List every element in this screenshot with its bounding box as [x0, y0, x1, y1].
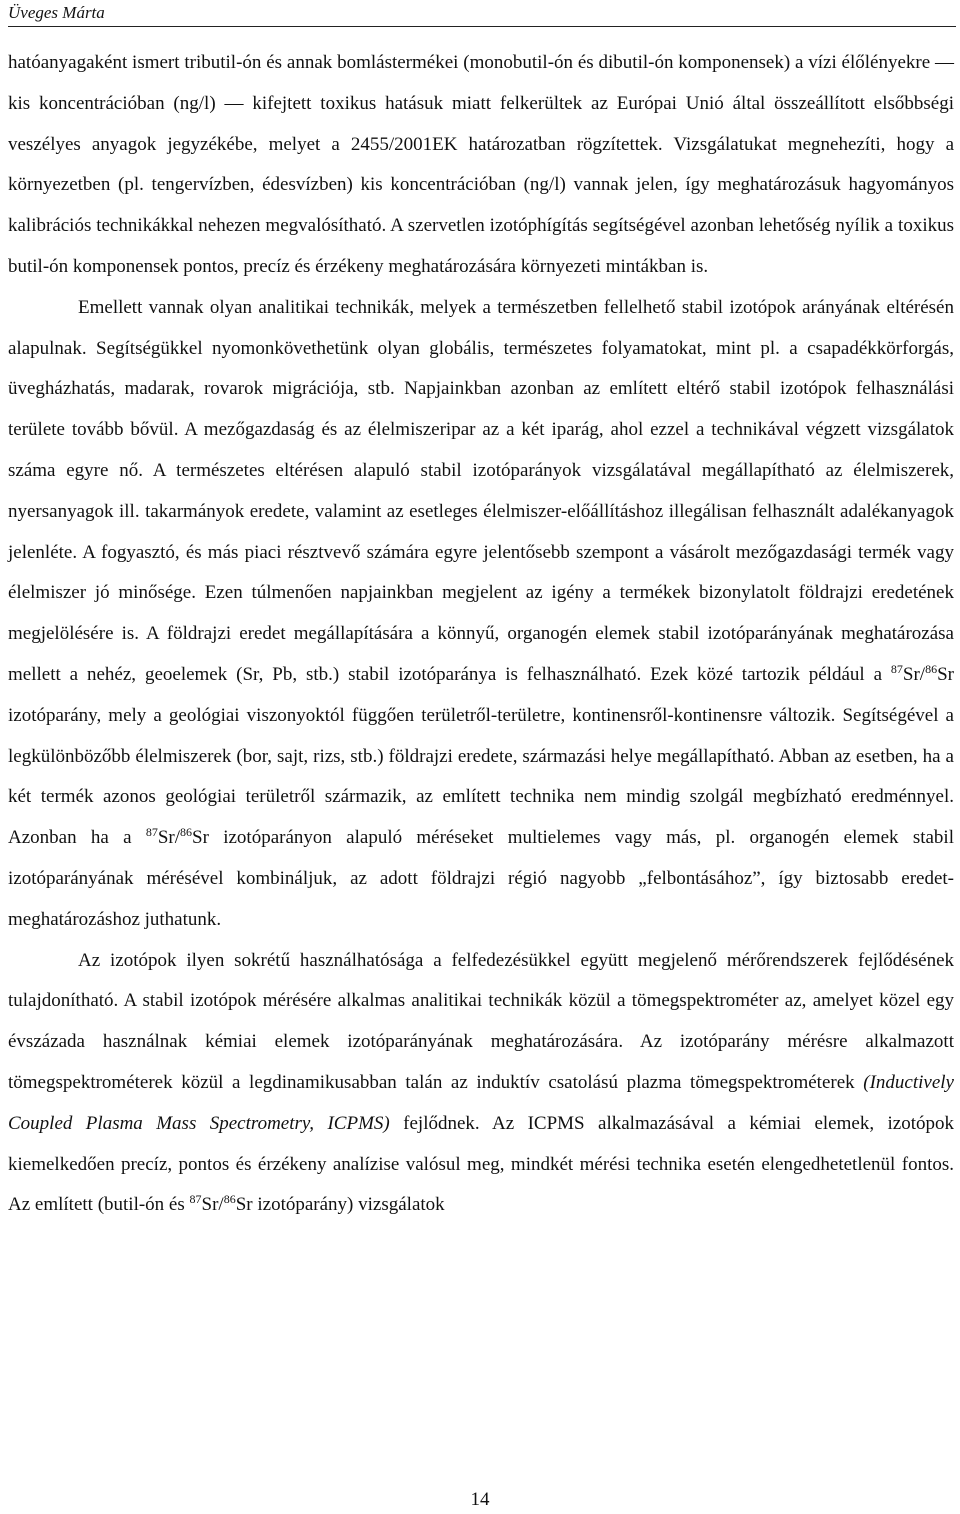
body-text [8, 43, 954, 1226]
isotope-mass-86: 86 [180, 825, 193, 840]
paragraph-3-italic-term: (Inductively Coupled Plasma Mass Spectrometry, ICPMS) [8, 1071, 954, 1134]
isotope-sr: Sr [192, 827, 209, 849]
isotope-mass-86: 86 [223, 1192, 236, 1207]
isotope-mass-87: 87 [189, 1192, 202, 1207]
isotope-sr-slash: Sr/ [201, 1194, 224, 1216]
paragraph-1: hatóanyagaként ismert tributil-ón és annak bomlástermékei (monobutil-ón és dibutil-ón komponensek) a vízi élőlényekre — kis koncentrációban (ng/l) — kifejtett toxikus hatásuk miatt felkerültek az Európai Unió által összeállított elsőbbségi veszélyes anyagok jegyzékébe, melyet a 2455/2001EK határozatban rögzítettek. Vizsgálatukat megnehezíti, hogy a környezetben (pl. tengervízben, édesvízben) kis koncentrációban (ng/l) vannak jelen, így meghatározásuk hagyományos kalibrációs technikákkal nehezen megvalósítható. A szervetlen izotóphígítás segítségével azonban lehetőség nyílik a toxikus butil-ón komponensek pontos, precíz és érzékeny meghatározására környezeti mintákban is. [8, 52, 954, 277]
paragraph-3 [8, 941, 954, 1227]
isotope-mass-87: 87 [145, 825, 158, 840]
paragraph-2 [8, 288, 954, 941]
header-author: Üveges Márta [8, 3, 105, 22]
paragraph-2-text-b: izotóparány, mely a geológiai viszonyoktól függően területről-területre, kontinensről-kontinensre változik. Segítségével a legkülönbözőbb élelmiszerek (bor, sajt, rizs, stb.) földrajzi eredete, származási helye megállapítható. Abban az esetben, ha a két termék azonos geológiai területről származik, az említett technika nem mindig szolgál megbízható eredménnyel. Azonban ha a [8, 704, 954, 849]
paragraph-3-text-a: Az izotópok ilyen sokrétű használhatósága a felfedezésükkel együtt megjelenő mérőrendszerek fejlődésének tulajdonítható. A stabil izotópok mérésére alkalmas analitikai technikák közül a tömegspektrométer az, amelyet közel egy évszázada használnak kémiai elemek izotóparányának meghatározására. Az izotóparány mérésre alkalmazott tömegspektrométerek közül a legdinamikusabban talán az induktív csatolású plazma tömegspektrométerek [8, 949, 954, 1093]
page-number: 14 [470, 1489, 490, 1510]
isotope-mass-87: 87 [890, 661, 903, 676]
paragraph-2-text-a: Emellett vannak olyan analitikai technikák, melyek a természetben fellelhető stabil izotópok arányának eltérésén alapulnak. Segítségükkel nyomonkövethetünk olyan globális, természetes folyamatokat, mint pl. a csapadékkörforgás, üvegházhatás, madarak, rovarok migrációja, stb. Napjainkban azonban az említett eltérő stabil izotópok felhasználási területe tovább bővül. A mezőgazdaság és az élelmiszeripar az a két iparág, ahol ezzel a technikával végzett vizsgálatok száma egyre nő. A természetes eltérésen alapuló stabil izotóparányok vizsgálatával megállapítható az élelmiszerek, nyersanyagok ill. takarmányok eredete, valamint az esetleges élelmiszer-előállításhoz illegálisan felhasznált adalékanyagok jelenléte. A fogyasztó, és más piaci résztvevő számára egyre jelentősebb szempont a vásárolt mezőgazdasági termék vagy élelmiszer jó minősége. Ezen túlmenően napjainkban megjelent az igény a termékek bizonylatolt földrajzi eredetének megjelölésére is. A földrajzi eredet megállapítására a könnyű, organogén elemek stabil izotóparányának meghatározása mellett a nehéz, geoelemek (Sr, Pb, stb.) stabil izotóparánya is felhasználható. Ezek közé tartozik például a [8, 296, 954, 685]
isotope-sr-slash: Sr/ [157, 827, 181, 849]
isotope-sr: Sr [235, 1194, 253, 1216]
paragraph-3-text-c: izotóparány) vizsgálatok [252, 1194, 445, 1216]
running-header [8, 2, 956, 27]
isotope-sr-slash: Sr/ [902, 663, 926, 685]
paragraph-2-text-c: izotóparányon alapuló méréseket multielemes vagy más, pl. organogén elemek stabil izotóparányának mérésével kombináljuk, az adott földrajzi régió nagyobb „felbontásához”, így biztosabb eredet-meghatározáshoz juthatunk. [8, 827, 954, 930]
isotope-sr: Sr [937, 663, 954, 685]
paragraph-3-text-b: fejlődnek. Az ICPMS alkalmazásával a kémiai elemek, izotópok kiemelkedően precíz, pontos és érzékeny analízise valósul meg, mindkét mérési technika esetén elengedhetetlenül fontos. Az említett (butil-ón és [8, 1112, 954, 1216]
isotope-mass-86: 86 [925, 661, 938, 676]
